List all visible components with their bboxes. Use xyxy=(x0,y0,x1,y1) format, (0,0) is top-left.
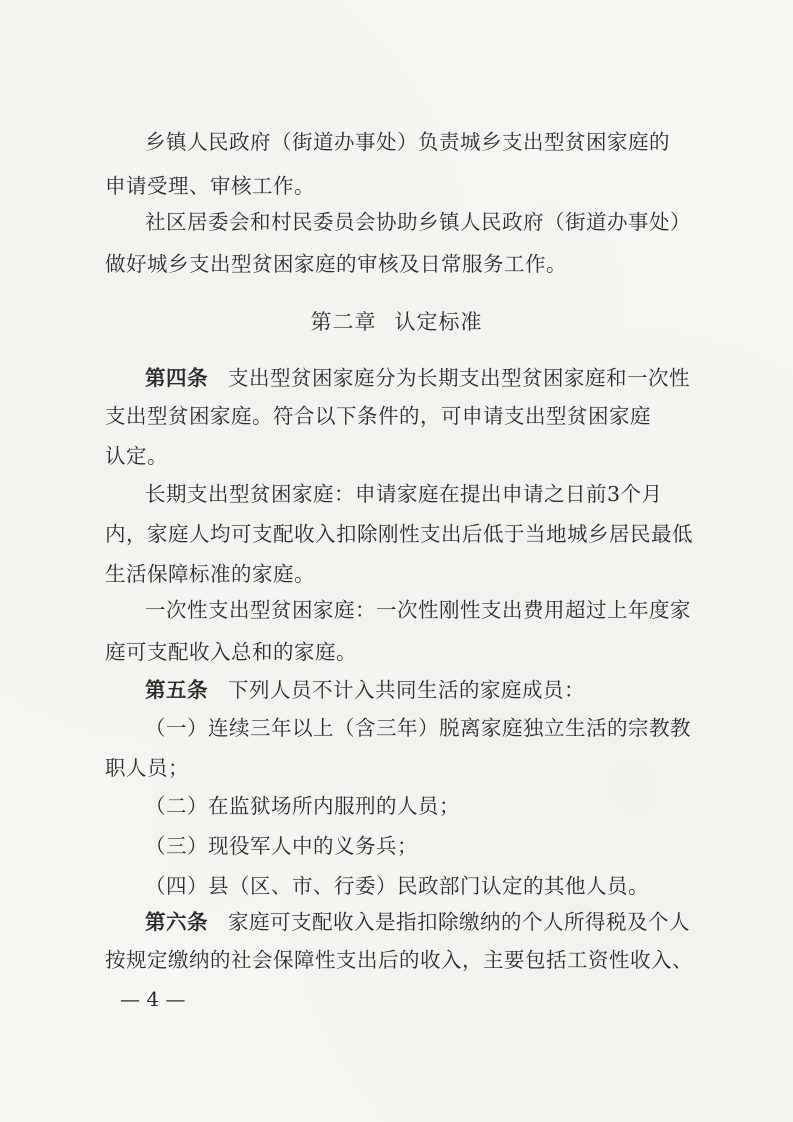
article-5-line-1 xyxy=(145,676,690,704)
article-4-label: 第四条 xyxy=(145,366,208,390)
paragraph-line: 社区居委会和村民委员会协助乡镇人民政府（街道办事处） xyxy=(145,210,691,234)
chapter-number: 第二章 xyxy=(310,310,377,334)
page-number: — 4 — xyxy=(120,987,186,1011)
paragraph-line: 一次性支出型贫困家庭：一次性刚性支出费用超过上年度家 xyxy=(145,598,691,622)
paragraph-line: 支出型贫困家庭。符合以下条件的，可申请支出型贫困家庭 xyxy=(105,404,651,428)
paragraph-line: 做好城乡支出型贫困家庭的审核及日常服务工作。 xyxy=(105,252,567,276)
paragraph-line: 按规定缴纳的社会保障性支出后的收入，主要包括工资性收入、 xyxy=(105,948,693,972)
chapter-title: 认定标准 xyxy=(394,310,483,334)
paragraph-line: 生活保障标准的家庭。 xyxy=(105,562,315,586)
list-item-continuation: 职人员； xyxy=(105,756,189,780)
list-item: （四）县（区、市、行委）民政部门认定的其他人员。 xyxy=(145,874,649,898)
article-4-line-1 xyxy=(145,364,690,392)
article-5-text: 下列人员不计入共同生活的家庭成员： xyxy=(228,678,585,702)
article-6-text: 家庭可支配收入是指扣除缴纳的个人所得税及个人 xyxy=(228,910,690,934)
article-6-line-1 xyxy=(145,908,690,936)
paragraph-line: 内，家庭人均可支配收入扣除刚性支出后低于当地城乡居民最低 xyxy=(105,522,693,546)
article-5-label: 第五条 xyxy=(145,678,208,702)
article-4-text: 支出型贫困家庭分为长期支出型贫困家庭和一次性 xyxy=(228,366,690,390)
paragraph-line: 认定。 xyxy=(105,444,168,468)
paragraph-line: 长期支出型贫困家庭：申请家庭在提出申请之日前3个月 xyxy=(145,482,663,506)
list-item: （二）在监狱场所内服刑的人员； xyxy=(145,794,460,818)
paragraph-line: 庭可支配收入总和的家庭。 xyxy=(105,640,357,664)
chapter-heading xyxy=(0,308,793,336)
paragraph-line: 申请受理、审核工作。 xyxy=(105,174,315,198)
article-6-label: 第六条 xyxy=(145,910,208,934)
paragraph-line: 乡镇人民政府（街道办事处）负责城乡支出型贫困家庭的 xyxy=(145,130,670,154)
list-item: （一）连续三年以上（含三年）脱离家庭独立生活的宗教教 xyxy=(145,716,691,740)
list-item: （三）现役军人中的义务兵； xyxy=(145,834,418,858)
